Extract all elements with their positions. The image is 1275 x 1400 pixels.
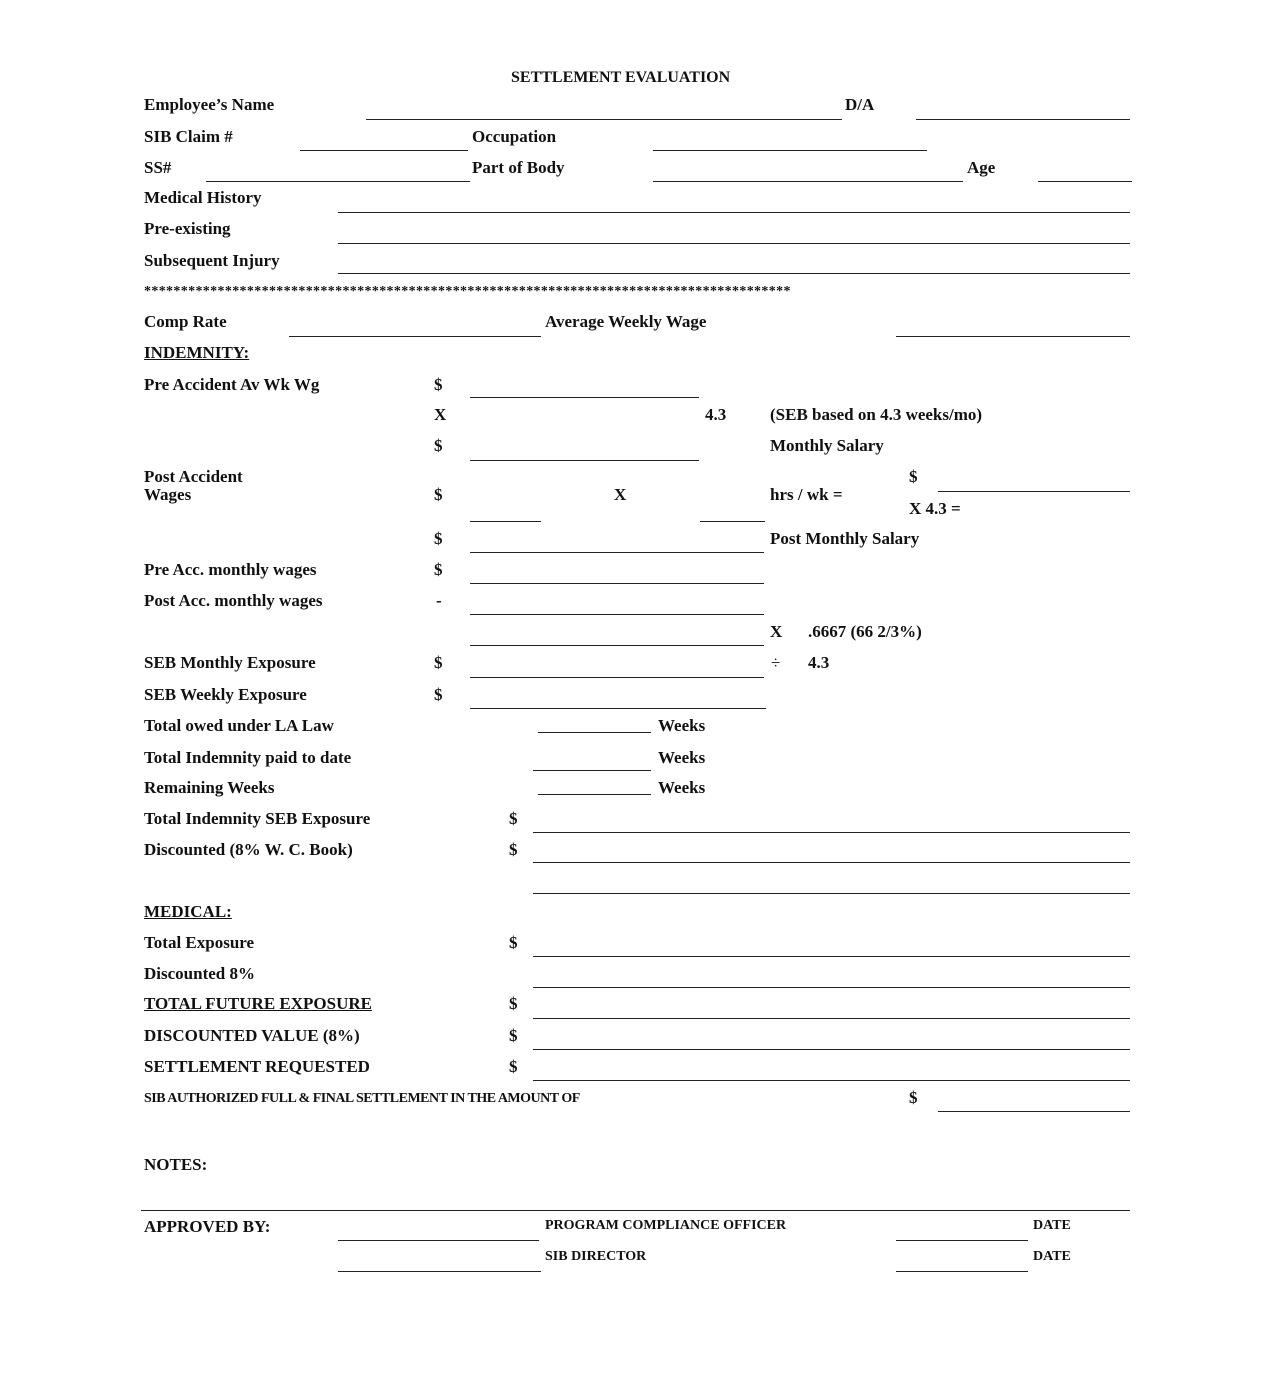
- times-sign: X: [614, 485, 627, 504]
- sib-director-label: SIB DIRECTOR: [545, 1249, 647, 1264]
- dollar-sign: $: [434, 685, 443, 704]
- divide-sign: ÷: [771, 653, 781, 672]
- da-field[interactable]: [916, 119, 1130, 120]
- post-acc-monthly-wages-label: Post Acc. monthly wages: [144, 591, 323, 610]
- discounted-value-label: DISCOUNTED VALUE (8%): [144, 1026, 360, 1045]
- dollar-sign: $: [434, 560, 443, 579]
- employee-name-label: Employee’s Name: [144, 95, 275, 114]
- dollar-sign: $: [509, 933, 518, 952]
- age-label: Age: [967, 158, 996, 177]
- pre-accident-av-wk-wg-label: Pre Accident Av Wk Wg: [144, 375, 320, 394]
- pre-existing-label: Pre-existing: [144, 219, 231, 238]
- dollar-sign: $: [509, 994, 518, 1013]
- weeks-label: Weeks: [658, 716, 706, 735]
- discounted-wc-book-field[interactable]: [533, 862, 1130, 863]
- dollar-sign: $: [509, 1057, 518, 1076]
- total-owed-weeks-field[interactable]: [538, 732, 651, 733]
- medical-heading: MEDICAL:: [144, 902, 232, 921]
- post-accident-label-line1: Post Accident: [144, 467, 243, 486]
- dollar-sign: $: [434, 375, 443, 394]
- discounted-8-label: Discounted 8%: [144, 964, 255, 983]
- seb-weekly-exposure-label: SEB Weekly Exposure: [144, 685, 307, 704]
- asterisk-separator: ****************************************************************************************: [144, 284, 791, 299]
- dollar-sign: $: [434, 436, 443, 455]
- date-label: DATE: [1033, 1218, 1071, 1233]
- dollar-sign: $: [434, 529, 443, 548]
- discounted-8-field[interactable]: [533, 987, 1130, 988]
- comp-rate-field[interactable]: [289, 336, 541, 337]
- total-indemnity-seb-exposure-field[interactable]: [533, 832, 1130, 833]
- notes-field[interactable]: [141, 1210, 1130, 1211]
- total-indemnity-seb-exposure-label: Total Indemnity SEB Exposure: [144, 809, 371, 828]
- medical-history-label: Medical History: [144, 188, 262, 207]
- average-weekly-wage-field[interactable]: [896, 336, 1130, 337]
- weeks-per-month-value: 4.3: [705, 405, 727, 424]
- seb-monthly-exposure-label: SEB Monthly Exposure: [144, 653, 316, 672]
- hours-per-week-field[interactable]: [700, 521, 765, 522]
- pre-acc-monthly-wages-label: Pre Acc. monthly wages: [144, 560, 317, 579]
- seb-note: (SEB based on 4.3 weeks/mo): [770, 405, 983, 424]
- extra-indemnity-field[interactable]: [533, 893, 1130, 894]
- minus-sign: -: [436, 591, 442, 610]
- settlement-requested-label: SETTLEMENT REQUESTED: [144, 1057, 370, 1076]
- indemnity-paid-weeks-field[interactable]: [533, 770, 651, 771]
- date-label: DATE: [1033, 1249, 1071, 1264]
- wage-difference-field[interactable]: [470, 645, 764, 646]
- medical-history-field[interactable]: [338, 212, 1130, 213]
- sib-director-signature[interactable]: [338, 1271, 541, 1272]
- post-accident-monthly-field[interactable]: [938, 491, 1130, 492]
- occupation-label: Occupation: [472, 127, 557, 146]
- factor-value: .6667 (66 2/3%): [808, 622, 922, 641]
- dollar-sign: $: [509, 1026, 518, 1045]
- dollar-sign: $: [434, 485, 443, 504]
- sib-director-date-field[interactable]: [896, 1271, 1028, 1272]
- total-owed-la-law-label: Total owed under LA Law: [144, 716, 334, 735]
- pre-existing-field[interactable]: [338, 243, 1130, 244]
- sib-authorized-amount-field[interactable]: [938, 1111, 1130, 1112]
- pre-acc-monthly-wages-field[interactable]: [470, 583, 764, 584]
- average-weekly-wage-label: Average Weekly Wage: [545, 312, 707, 331]
- times-sign: X: [434, 405, 447, 424]
- sib-claim-field[interactable]: [300, 150, 468, 151]
- remaining-weeks-label: Remaining Weeks: [144, 778, 275, 797]
- comp-rate-label: Comp Rate: [144, 312, 227, 331]
- ss-label: SS#: [144, 158, 172, 177]
- ss-field[interactable]: [206, 181, 470, 182]
- pre-accident-av-wk-wg-field[interactable]: [470, 397, 699, 398]
- sib-authorized-label: SIB AUTHORIZED FULL & FINAL SETTLEMENT IN THE AMOUNT OF: [144, 1091, 580, 1106]
- total-indemnity-paid-label: Total Indemnity paid to date: [144, 748, 352, 767]
- discounted-value-field[interactable]: [533, 1049, 1130, 1050]
- part-of-body-field[interactable]: [653, 181, 963, 182]
- divide-value: 4.3: [808, 653, 830, 672]
- employee-name-field[interactable]: [366, 119, 842, 120]
- program-compliance-officer-label: PROGRAM COMPLIANCE OFFICER: [545, 1218, 787, 1233]
- dollar-sign: $: [509, 840, 518, 859]
- indemnity-heading: INDEMNITY:: [144, 343, 250, 362]
- total-exposure-label: Total Exposure: [144, 933, 255, 952]
- part-of-body-label: Part of Body: [472, 158, 565, 177]
- dollar-sign: $: [509, 809, 518, 828]
- times-four-three-label: X 4.3 =: [909, 499, 961, 518]
- sib-claim-label: SIB Claim #: [144, 127, 233, 146]
- weeks-label: Weeks: [658, 748, 706, 767]
- dollar-sign: $: [909, 1088, 918, 1107]
- program-compliance-officer-date-field[interactable]: [896, 1240, 1028, 1241]
- total-future-exposure-field[interactable]: [533, 1018, 1130, 1019]
- occupation-field[interactable]: [653, 150, 927, 151]
- age-field[interactable]: [1038, 181, 1132, 182]
- dollar-sign: $: [909, 467, 918, 486]
- post-acc-monthly-wages-field[interactable]: [470, 614, 764, 615]
- approved-by-label: APPROVED BY:: [144, 1217, 271, 1236]
- notes-label: NOTES:: [144, 1155, 208, 1174]
- post-accident-label-line2: Wages: [144, 485, 192, 504]
- discounted-wc-book-label: Discounted (8% W. C. Book): [144, 840, 353, 859]
- total-future-exposure-label: TOTAL FUTURE EXPOSURE: [144, 994, 372, 1013]
- monthly-salary-label: Monthly Salary: [770, 436, 884, 455]
- post-accident-wage-field[interactable]: [470, 521, 541, 522]
- seb-weekly-exposure-field[interactable]: [470, 708, 766, 709]
- da-label: D/A: [845, 95, 875, 114]
- total-exposure-field[interactable]: [533, 956, 1130, 957]
- post-monthly-salary-field[interactable]: [470, 552, 764, 553]
- weeks-label: Weeks: [658, 778, 706, 797]
- monthly-salary-field[interactable]: [470, 460, 699, 461]
- subsequent-injury-field[interactable]: [338, 273, 1130, 274]
- settlement-requested-field[interactable]: [533, 1080, 1130, 1081]
- seb-monthly-exposure-field[interactable]: [470, 677, 764, 678]
- dollar-sign: $: [434, 653, 443, 672]
- subsequent-injury-label: Subsequent Injury: [144, 251, 280, 270]
- post-monthly-salary-label: Post Monthly Salary: [770, 529, 920, 548]
- page-title: SETTLEMENT EVALUATION: [511, 69, 731, 86]
- program-compliance-officer-signature[interactable]: [338, 1240, 539, 1241]
- remaining-weeks-field[interactable]: [538, 794, 651, 795]
- factor-times-sign: X: [770, 622, 783, 641]
- hrs-wk-label: hrs / wk =: [770, 485, 843, 504]
